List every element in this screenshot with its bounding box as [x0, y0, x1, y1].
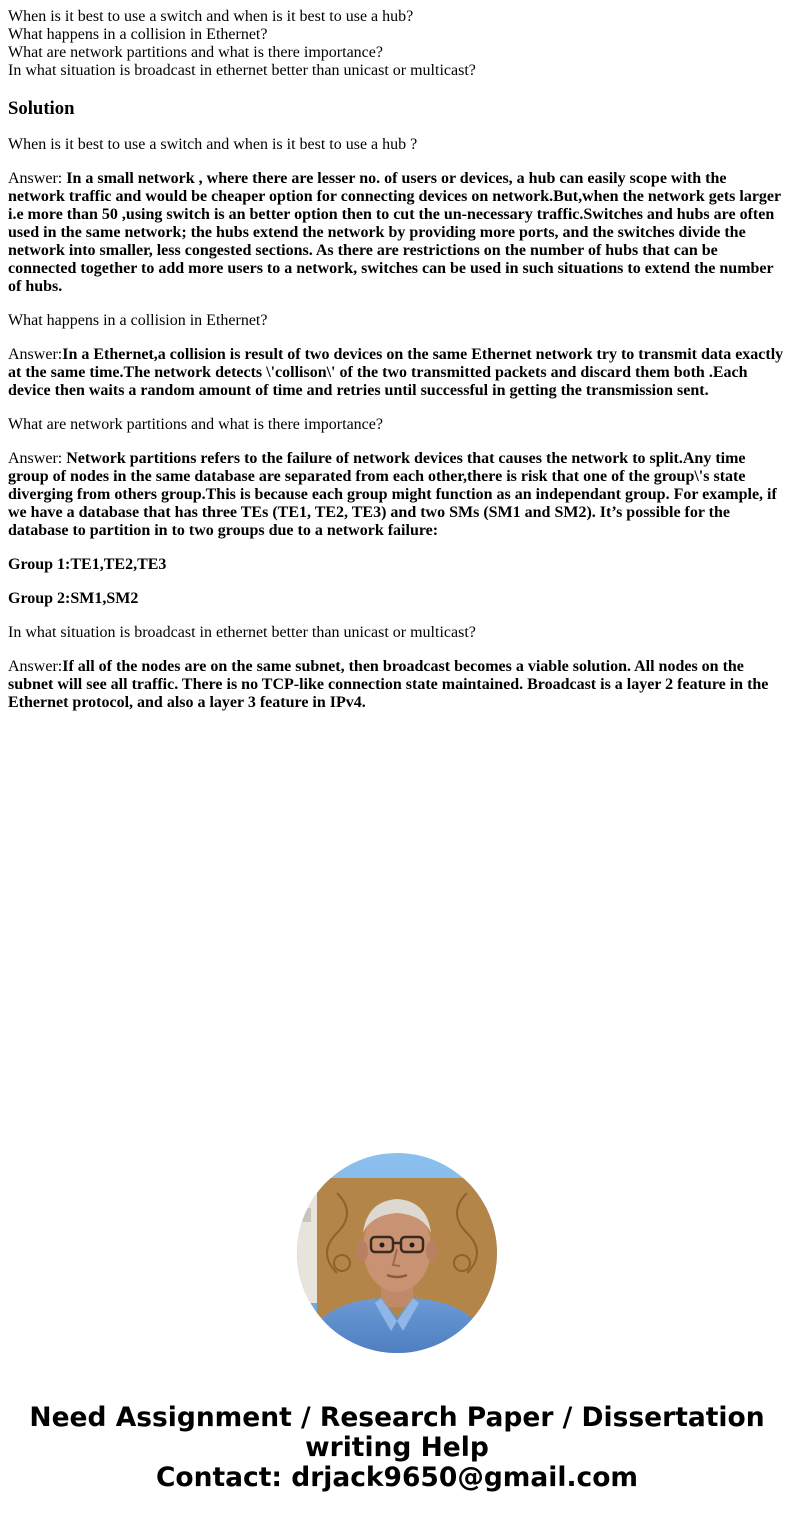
answer-lead: Answer: [8, 346, 63, 363]
section-2-question: What happens in a collision in Ethernet? [8, 312, 268, 329]
document-content [8, 0, 786, 728]
question-4: In what situation is broadcast in ethernet better than unicast or multicast? [8, 62, 476, 79]
footer-contact: Contact: drjack9650@gmail.com [155, 1462, 639, 1493]
avatar-portrait-icon [297, 1153, 497, 1353]
section-4-answer [8, 658, 786, 712]
group-1: Group 1:TE1,TE2,TE3 [8, 556, 167, 573]
section-2-answer [8, 346, 786, 400]
answer-body: If all of the nodes are on the same subnet, then broadcast becomes a viable solution. All nodes on the subnet will see all traffic. There is no TCP-like connection state maintained. Broadcast is a layer 2 feature in the Ethernet protocol, and also a layer 3 feature in IPv4. [8, 658, 769, 711]
answer-body: Network partitions refers to the failure of network devices that causes the network to split.Any time group of nodes in the same database are separated from each other,there is risk that one of the group\'s state diverging from others group.This is because each group might function as an independant group. For example, if we have a database that has three TEs (TE1, TE2, TE3) and two SMs (SM1 and SM2). It’s possible for the database to partition in to two groups due to a network failure: [8, 450, 777, 539]
section-1-question: When is it best to use a switch and when is it best to use a hub ? [8, 136, 418, 153]
question-1: When is it best to use a switch and when is it best to use a hub? [8, 8, 414, 25]
group-2: Group 2:SM1,SM2 [8, 590, 139, 607]
section-1-answer [8, 170, 786, 296]
answer-lead: Answer: [8, 658, 63, 675]
question-3: What are network partitions and what is there importance? [8, 44, 383, 61]
answer-lead: Answer: [8, 170, 67, 187]
footer-line-2: writing Help [305, 1432, 489, 1463]
answer-lead: Answer: [8, 450, 67, 467]
section-4-question: In what situation is broadcast in ethernet better than unicast or multicast? [8, 624, 476, 641]
section-3-question: What are network partitions and what is there importance? [8, 416, 383, 433]
footer-line-1: Need Assignment / Research Paper / Dissertation [29, 1402, 765, 1433]
footer-banner [0, 1403, 794, 1493]
question-2: What happens in a collision in Ethernet? [8, 26, 268, 43]
answer-body: In a small network , where there are lesser no. of users or devices, a hub can easily scope with the network traffic and would be cheaper option for connecting devices on network.But,when the network gets larger i.e more than 50 ,using switch is an better option then to cut the un-necessary traffic.Switches and hubs are often used in the same network; the hubs extend the network by providing more ports, and the switches divide the network into smaller, less congested sections. As there are restrictions on the number of hubs that can be connected together to add more users to a network, switches can be used in such situations to extend the number of hubs. [8, 170, 781, 295]
answer-body: In a Ethernet,a collision is result of two devices on the same Ethernet network try to transmit data exactly at the same time.The network detects \'collison\' of the two transmitted packets and discard them both .Each device then waits a random amount of time and retries until successful in getting the transmission sent. [8, 346, 784, 399]
section-3-answer [8, 450, 786, 540]
avatar [297, 1153, 497, 1353]
solution-heading: Solution [8, 98, 75, 119]
